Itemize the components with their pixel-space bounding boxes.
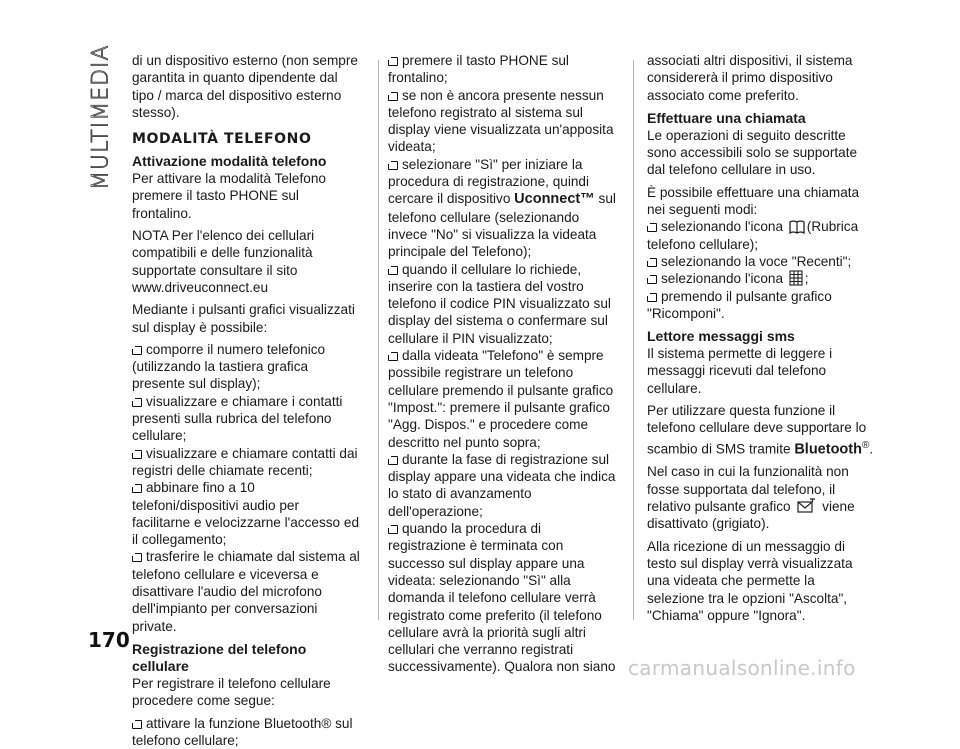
- paragraph-text: Per utilizzare questa funzione il telefono cellulare deve supportare lo scambio di SMS tramite: [647, 403, 866, 456]
- registered-mark: ®: [862, 440, 869, 451]
- list-item: [388, 451, 616, 520]
- paragraph-text: Nel caso in cui la funzionalità non fosse supportata dal telefono, il relativo pulsante grafico: [647, 464, 849, 514]
- checkbox-bullet-icon: [647, 293, 657, 302]
- paragraph-text: .: [869, 441, 873, 456]
- list-item: [132, 715, 360, 749]
- paragraph: Alla ricezione di un messaggio di testo sul display verrà visualizzata una videata che permette la selezione tra le opzioni "Ascolta", "Chiama" oppure "Ignora".: [647, 538, 875, 624]
- checkbox-bullet-icon: [388, 92, 398, 101]
- list-item: [647, 253, 875, 270]
- list-item-text: sul telefono cellulare (selezionando invece "No" si visualizza la videata principale del Telefono);: [388, 191, 616, 259]
- list-item-text: se non è ancora presente nessun telefono registrato al sistema sul display viene visualizzata un'apposita videata;: [388, 88, 614, 155]
- paragraph: Per attivare la modalità Telefono premere il tasto PHONE sul frontalino.: [132, 170, 360, 222]
- keypad-grid-icon: [789, 270, 803, 286]
- list-item-text: selezionando l'icona: [661, 219, 783, 234]
- checkbox-bullet-icon: [388, 266, 398, 275]
- paragraph: [647, 463, 875, 532]
- list-item: [388, 347, 616, 451]
- list-item: [388, 261, 616, 347]
- checkbox-bullet-icon: [388, 456, 398, 465]
- page-number: 170: [88, 628, 130, 652]
- checkbox-bullet-icon: [132, 398, 142, 407]
- list-item: [647, 270, 875, 287]
- list-item: [132, 445, 360, 480]
- list-item: [647, 218, 875, 253]
- checkbox-bullet-icon: [647, 275, 657, 284]
- checkbox-bullet-icon: [132, 346, 142, 355]
- paragraph: [647, 402, 875, 458]
- list-item-text: premendo il pulsante grafico "Ricomponi".: [647, 289, 832, 321]
- list-item-text: trasferire le chiamate dal sistema al telefono cellulare e viceversa e disattivare l'audio del microfono dell'impianto per conversazioni private.: [132, 549, 360, 633]
- list-item-text: visualizzare e chiamare i contatti presenti sulla rubrica del telefono cellulare;: [132, 394, 342, 444]
- bullet-list: [132, 341, 360, 635]
- list-item: [132, 393, 360, 445]
- checkbox-bullet-icon: [132, 484, 142, 493]
- list-item-text: dalla videata "Telefono" è sempre possibile registrare un telefono cellulare premendo il pulsante grafico "Impost.": premere il pulsante grafico "Agg. Dispos." e procedere come descritto nel punto sopra;: [388, 348, 613, 449]
- paragraph: Il sistema permette di leggere i messaggi ricevuti dal telefono cellulare.: [647, 345, 875, 397]
- paragraph: Mediante i pulsanti grafici visualizzati sul display è possibile:: [132, 301, 360, 336]
- uconnect-brand: Uconnect™: [514, 191, 595, 207]
- column-1: [132, 52, 360, 749]
- list-item-text: quando il cellulare lo richiede, inserire con la tastiera del vostro telefono il codice PIN visualizzato sul display del sistema o confermare sul cellulare il PIN visualizzato;: [388, 262, 611, 346]
- list-item-text: (Rubrica telefono cellulare);: [647, 219, 858, 251]
- list-item: [388, 520, 616, 676]
- note-paragraph: NOTA Per l'elenco dei cellulari compatibili e delle funzionalità supportate consultare il sito www.driveuconnect.eu: [132, 227, 360, 296]
- list-item-text: durante la fase di registrazione sul display appare una videata che indica lo stato di avanzamento dell'operazione;: [388, 452, 615, 519]
- list-item-text: quando la procedura di registrazione è terminata con successo sul display appare una videata: selezionando "Sì" alla domanda il telefono cellulare verrà registrato come preferito (il telefono cellulare avrà la priorità sugli altri cellulari che verranno registrati successivamente). Qualora non siano: [388, 521, 615, 674]
- list-item-text: visualizzare e chiamare contatti dai registri delle chiamate recenti;: [132, 446, 358, 478]
- paragraph-text: viene disattivato (grigiato).: [647, 499, 855, 531]
- list-item-text: premere il tasto PHONE sul frontalino;: [388, 53, 569, 85]
- checkbox-bullet-icon: [647, 258, 657, 267]
- subheading-sms-reader: Lettore messaggi sms: [647, 328, 875, 345]
- list-item-text: abbinare fino a 10 telefoni/dispositivi audio per facilitarne e velocizzarne l'accesso ed il collegamento;: [132, 480, 359, 547]
- checkbox-bullet-icon: [132, 553, 142, 562]
- checkbox-bullet-icon: [388, 161, 398, 170]
- intro-paragraph: di un dispositivo esterno (non sempre garantita in quanto dipendente dal tipo / marca del dispositivo esterno stesso).: [132, 52, 360, 121]
- column-3: [647, 52, 875, 629]
- column-2: [388, 52, 616, 676]
- paragraph: È possibile effettuare una chiamata nei seguenti modi:: [647, 184, 875, 219]
- checkbox-bullet-icon: [388, 57, 398, 66]
- subheading-activation: Attivazione modalità telefono: [132, 153, 360, 170]
- envelope-icon: [796, 498, 816, 514]
- book-icon: [789, 220, 805, 234]
- list-item-text: selezionare "Sì" per iniziare la procedura di registrazione, quindi cercare il dispositivo: [388, 157, 589, 207]
- checkbox-bullet-icon: [647, 223, 657, 232]
- list-item-text: selezionando la voce "Recenti";: [661, 254, 851, 269]
- section-side-label: MULTIMEDIA: [84, 30, 118, 190]
- list-item: [388, 156, 616, 261]
- list-item: [132, 548, 360, 634]
- list-item: [132, 341, 360, 393]
- paragraph: Per registrare il telefono cellulare procedere come segue:: [132, 675, 360, 710]
- column-divider: [378, 60, 379, 620]
- list-item: [388, 52, 616, 87]
- column-divider: [633, 60, 634, 620]
- list-item-text: comporre il numero telefonico (utilizzando la tastiera grafica presente sul display);: [132, 342, 325, 392]
- watermark: carmanualsonline.info: [628, 656, 856, 680]
- checkbox-bullet-icon: [388, 352, 398, 361]
- section-heading: MODALITÀ TELEFONO: [132, 131, 360, 147]
- subheading-registration: Registrazione del telefono cellulare: [132, 641, 360, 675]
- paragraph: Le operazioni di seguito descritte sono accessibili solo se supportate dal telefono cellulare in uso.: [647, 127, 875, 179]
- checkbox-bullet-icon: [132, 720, 142, 729]
- list-item: [647, 288, 875, 323]
- list-item: [388, 87, 616, 156]
- subheading-make-call: Effettuare una chiamata: [647, 110, 875, 127]
- list-item-text: selezionando l'icona: [661, 271, 783, 286]
- list-item-text: attivare la funzione Bluetooth® sul telefono cellulare;: [132, 716, 353, 748]
- list-item-text: ;: [805, 271, 809, 286]
- checkbox-bullet-icon: [132, 450, 142, 459]
- list-item: [132, 479, 360, 548]
- paragraph: associati altri dispositivi, il sistema considererà il primo dispositivo associato come preferito.: [647, 52, 875, 104]
- checkbox-bullet-icon: [388, 525, 398, 534]
- bluetooth-brand: Bluetooth: [794, 441, 862, 457]
